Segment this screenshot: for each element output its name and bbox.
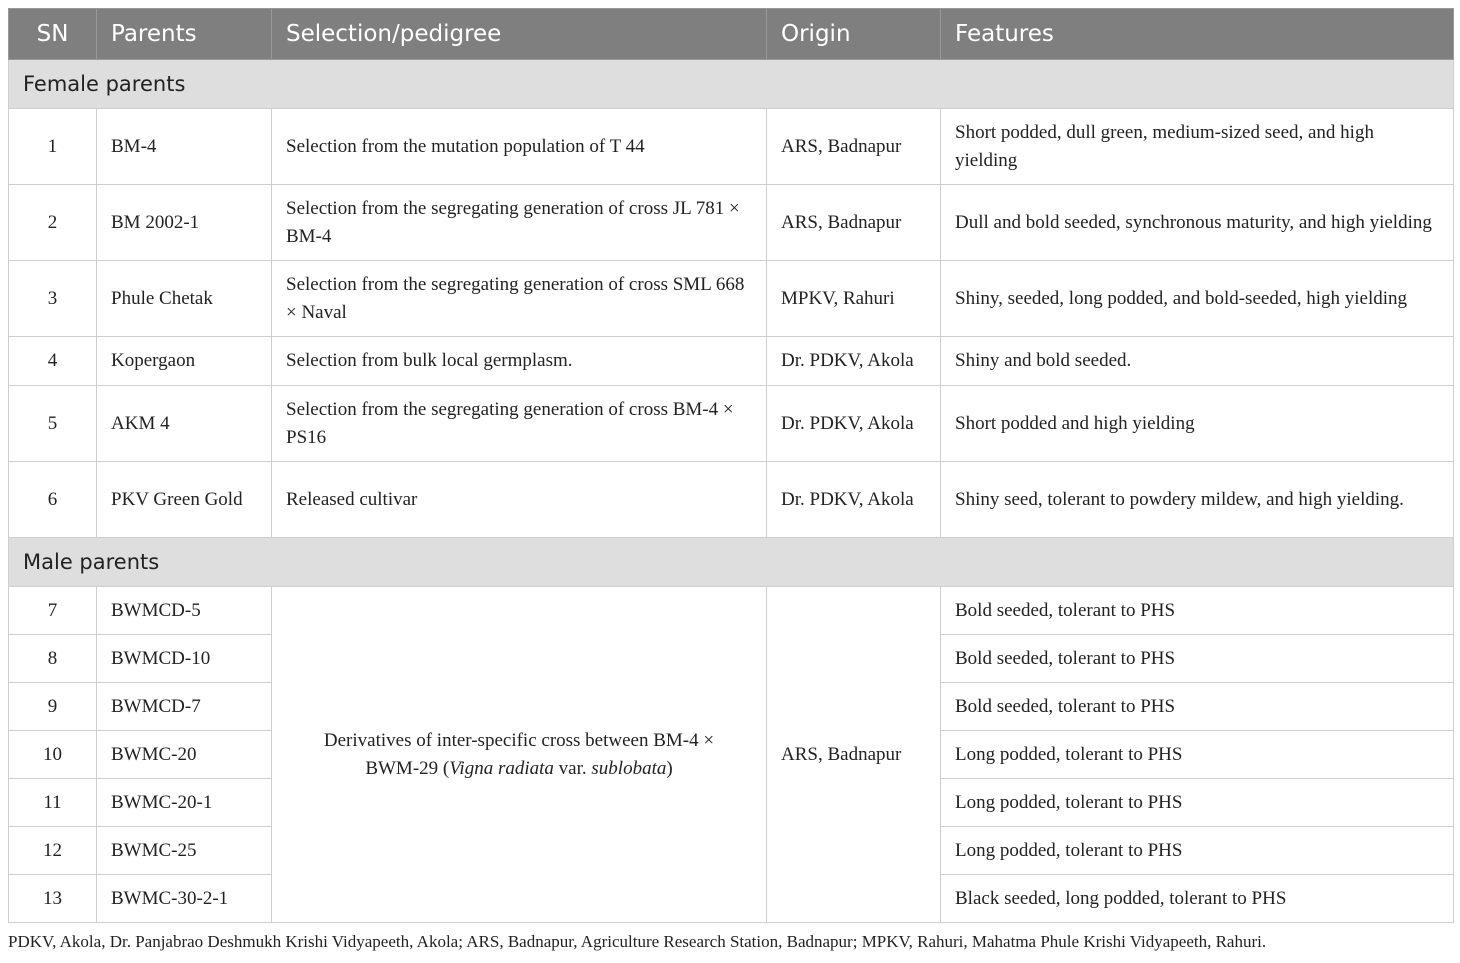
table-row	[9, 109, 1454, 185]
sel-text: var.	[553, 757, 592, 779]
cell-sn: 12	[9, 827, 97, 875]
cell-features: Long podded, tolerant to PHS	[941, 779, 1454, 827]
cell-features: Black seeded, long podded, tolerant to PHS	[941, 875, 1454, 923]
section-row	[9, 60, 1454, 109]
cell-parent: BWMC-20	[97, 731, 272, 779]
header-row	[9, 9, 1454, 60]
cell-sn: 11	[9, 779, 97, 827]
table-row	[9, 337, 1454, 386]
cell-origin: Dr. PDKV, Akola	[767, 462, 941, 538]
table-row	[9, 185, 1454, 261]
cell-sn: 3	[9, 261, 97, 337]
cell-origin: MPKV, Rahuri	[767, 261, 941, 337]
cell-selection-merged	[272, 587, 767, 923]
cell-features: Shiny and bold seeded.	[941, 337, 1454, 386]
header-parents: Parents	[97, 9, 272, 60]
cell-sn: 5	[9, 386, 97, 462]
cell-sn: 6	[9, 462, 97, 538]
cell-sn: 4	[9, 337, 97, 386]
cell-selection: Selection from the segregating generation of cross JL 781 × BM-4	[272, 185, 767, 261]
cell-features: Short podded and high yielding	[941, 386, 1454, 462]
cell-sn: 7	[9, 587, 97, 635]
cell-sn: 9	[9, 683, 97, 731]
variety-name: sublobata	[591, 757, 667, 779]
cell-parent: BWMCD-5	[97, 587, 272, 635]
cell-parent: BWMCD-7	[97, 683, 272, 731]
cell-features: Long podded, tolerant to PHS	[941, 827, 1454, 875]
cell-parent: Phule Chetak	[97, 261, 272, 337]
header-selection: Selection/pedigree	[272, 9, 767, 60]
cell-features: Shiny, seeded, long podded, and bold-seeded, high yielding	[941, 261, 1454, 337]
cell-origin: ARS, Badnapur	[767, 109, 941, 185]
cell-features: Dull and bold seeded, synchronous maturity, and high yielding	[941, 185, 1454, 261]
cell-selection: Selection from the segregating generation of cross BM-4 × PS16	[272, 386, 767, 462]
cell-sn: 10	[9, 731, 97, 779]
cell-features: Bold seeded, tolerant to PHS	[941, 635, 1454, 683]
cell-parent: BWMC-30-2-1	[97, 875, 272, 923]
cell-sn: 1	[9, 109, 97, 185]
cell-sn: 13	[9, 875, 97, 923]
cell-origin: Dr. PDKV, Akola	[767, 386, 941, 462]
cell-sn: 2	[9, 185, 97, 261]
cell-selection: Selection from the segregating generation of cross SML 668 × Naval	[272, 261, 767, 337]
species-name: Vigna radiata	[449, 757, 554, 779]
section-row	[9, 538, 1454, 587]
cell-origin: ARS, Badnapur	[767, 185, 941, 261]
cell-parent: Kopergaon	[97, 337, 272, 386]
table-row	[9, 462, 1454, 538]
cell-selection: Selection from bulk local germplasm.	[272, 337, 767, 386]
cell-parent: BWMC-25	[97, 827, 272, 875]
cell-origin-merged: ARS, Badnapur	[767, 587, 941, 923]
header-features: Features	[941, 9, 1454, 60]
cell-parent: BWMC-20-1	[97, 779, 272, 827]
cell-selection: Selection from the mutation population of T 44	[272, 109, 767, 185]
section-label: Male parents	[9, 538, 1454, 587]
cell-parent: BWMCD-10	[97, 635, 272, 683]
table-row	[9, 587, 1454, 635]
table-row	[9, 386, 1454, 462]
cell-features: Bold seeded, tolerant to PHS	[941, 587, 1454, 635]
table-row	[9, 261, 1454, 337]
cell-features: Shiny seed, tolerant to powdery mildew, and high yielding.	[941, 462, 1454, 538]
cell-sn: 8	[9, 635, 97, 683]
cell-parent: PKV Green Gold	[97, 462, 272, 538]
cell-parent: BM 2002-1	[97, 185, 272, 261]
sel-text: )	[666, 757, 673, 779]
header-origin: Origin	[767, 9, 941, 60]
cell-features: Short podded, dull green, medium-sized seed, and high yielding	[941, 109, 1454, 185]
section-label: Female parents	[9, 60, 1454, 109]
footnote: PDKV, Akola, Dr. Panjabrao Deshmukh Krishi Vidyapeeth, Akola; ARS, Badnapur, Agriculture Research Station, Badnapur; MPKV, Rahuri, Mahatma Phule Krishi Vidyapeeth, Rahuri.	[8, 932, 1267, 951]
sel-text: Derivatives of inter-specific cross between BM-4 × BWM-29 (	[323, 729, 715, 779]
cell-origin: Dr. PDKV, Akola	[767, 337, 941, 386]
cell-parent: AKM 4	[97, 386, 272, 462]
parents-table	[8, 8, 1454, 923]
header-sn: SN	[9, 9, 97, 60]
cell-features: Bold seeded, tolerant to PHS	[941, 683, 1454, 731]
cell-selection: Released cultivar	[272, 462, 767, 538]
cell-parent: BM-4	[97, 109, 272, 185]
cell-features: Long podded, tolerant to PHS	[941, 731, 1454, 779]
